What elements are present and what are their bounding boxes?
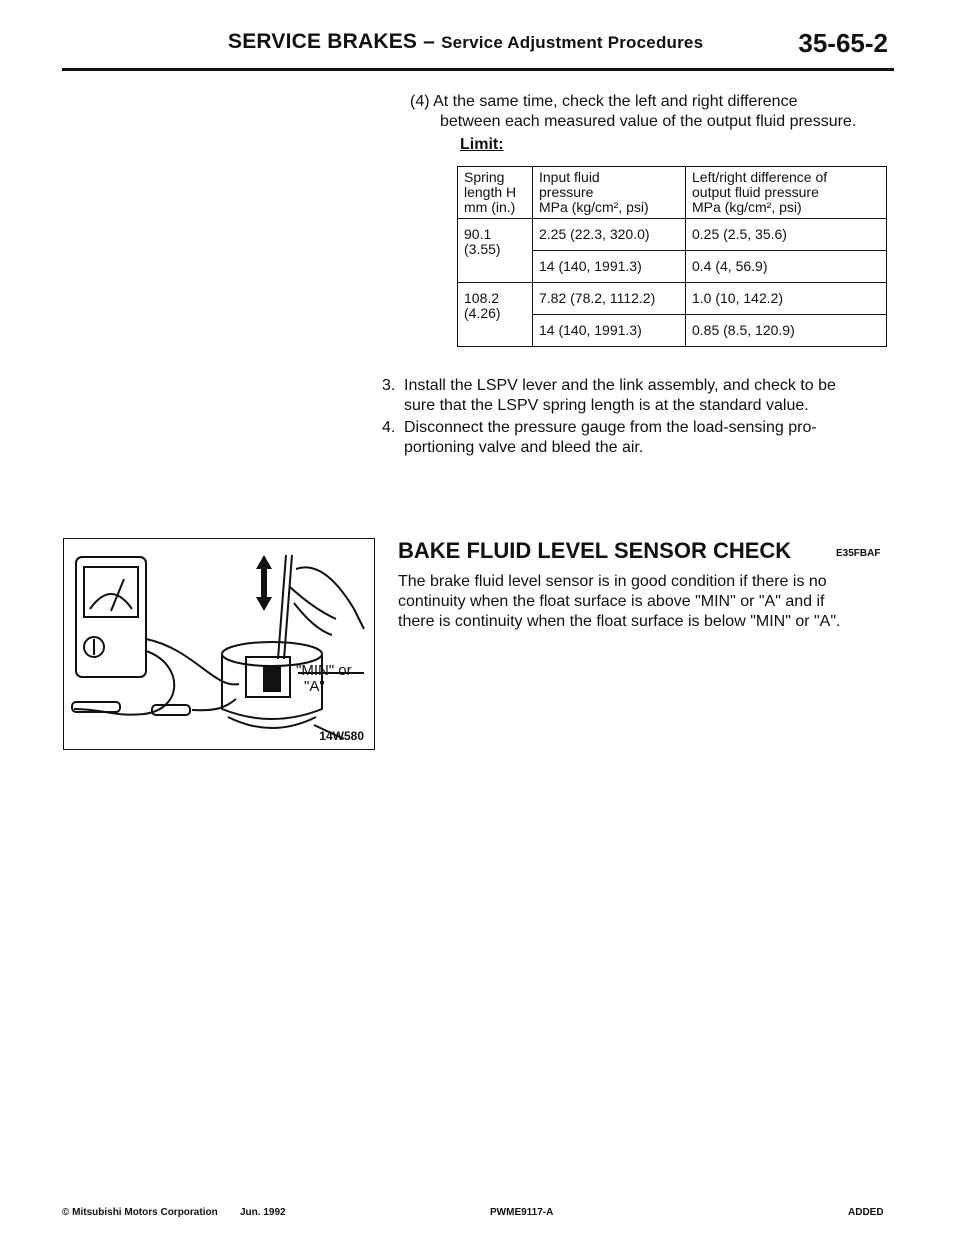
footer-date: Jun. 1992 — [240, 1207, 286, 1218]
section-title: BAKE FLUID LEVEL SENSOR CHECK — [398, 538, 792, 563]
section-body: The brake fluid level sensor is in good condition if there is no continuity when the float surface is above "MIN" or "A" and if there is continuity when the float surface is below "MIN" or "A". — [398, 573, 841, 630]
section-code: E35FBAF — [836, 548, 881, 559]
difference-cell: 0.25 (2.5, 35.6) — [686, 219, 887, 251]
header-subtitle: Service Adjustment Procedures — [441, 33, 704, 52]
input-pressure-cell: 7.82 (78.2, 1112.2) — [533, 283, 686, 315]
difference-cell: 0.4 (4, 56.9) — [686, 251, 887, 283]
spring-length-cell: 90.1 (3.55) — [458, 219, 533, 283]
footer-status: ADDED — [848, 1207, 884, 1218]
difference-cell: 0.85 (8.5, 120.9) — [686, 315, 887, 347]
footer-copyright: © Mitsubishi Motors Corporation — [62, 1207, 218, 1218]
table-row — [458, 283, 887, 315]
page-header — [228, 30, 888, 70]
header-input-pressure: Input fluid pressure MPa (kg/cm², psi) — [533, 167, 686, 219]
step-4: 4. Disconnect the pressure gauge from the load-sensing pro- portioning valve and bleed the air. — [382, 419, 817, 456]
header-difference: Left/right difference of output fluid pressure MPa (kg/cm², psi) — [686, 167, 887, 219]
input-pressure-cell: 14 (140, 1991.3) — [533, 251, 686, 283]
page-number: 35-65-2 — [798, 28, 888, 58]
table-header-row — [458, 167, 887, 219]
circuit-tester-illustration — [64, 539, 374, 749]
footer-doc-code: PWME9117-A — [490, 1207, 554, 1218]
table-row — [458, 219, 887, 251]
step-3: 3. Install the LSPV lever and the link assembly, and check to be sure that the LSPV spring length is at the standard value. — [382, 377, 836, 414]
header-spring-length: Spring length H mm (in.) — [458, 167, 533, 219]
sensor-check-illustration — [63, 538, 375, 750]
limit-table — [457, 166, 887, 347]
input-pressure-cell: 14 (140, 1991.3) — [533, 315, 686, 347]
figure-code: 14W580 — [319, 729, 364, 743]
header-rule — [62, 68, 894, 71]
spring-length-cell: 108.2 (4.26) — [458, 283, 533, 347]
difference-cell: 1.0 (10, 142.2) — [686, 283, 887, 315]
step-4-text: (4) At the same time, check the left and right difference between each measured value of the output fluid pressure. — [410, 93, 857, 130]
header-title: SERVICE BRAKES – Service Adjustment Procedures — [228, 30, 704, 53]
figure-label: "MIN" or "A" — [296, 662, 352, 695]
limit-label: Limit: — [460, 136, 504, 153]
input-pressure-cell: 2.25 (22.3, 320.0) — [533, 219, 686, 251]
